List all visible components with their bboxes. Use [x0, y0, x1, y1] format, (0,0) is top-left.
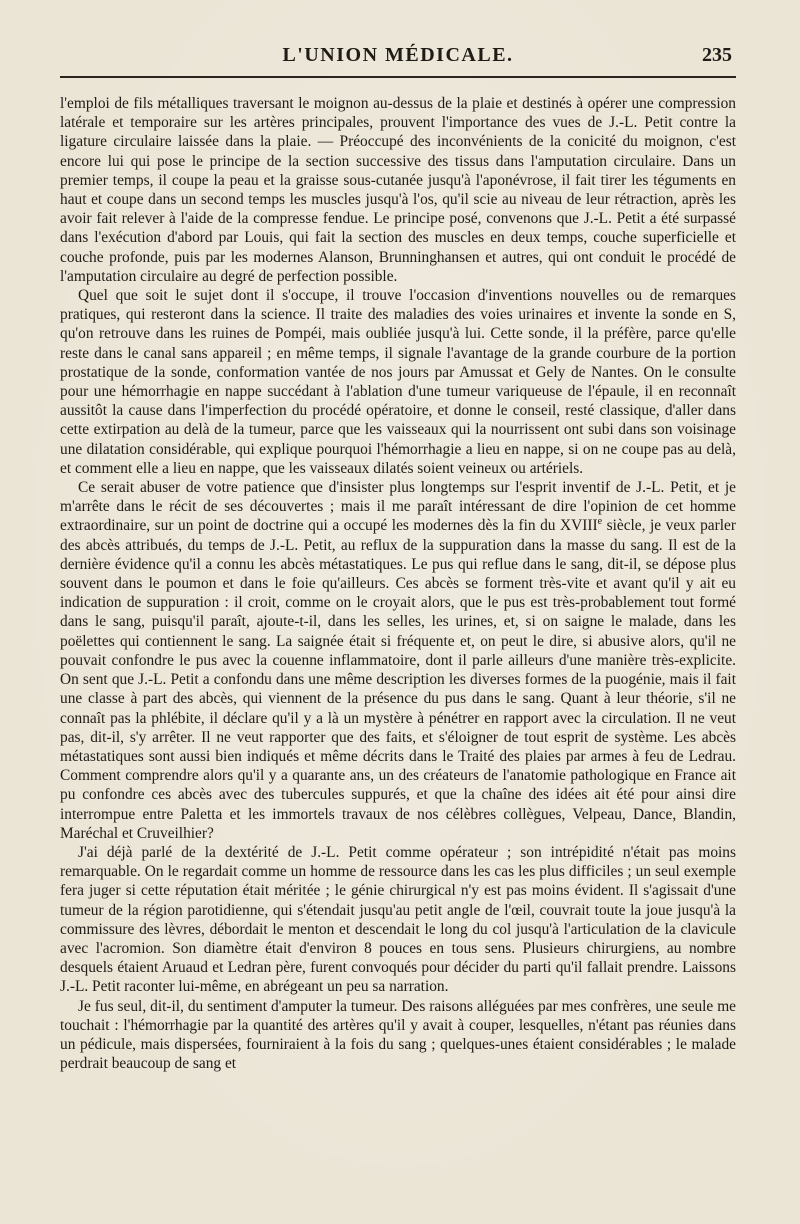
running-title: L'UNION MÉDICALE.	[282, 44, 514, 66]
paragraph-abces-metastatiques	[60, 478, 736, 843]
article-body	[60, 94, 736, 1073]
paragraph-abces-text-start: Ce serait abuser de votre patience que d'insister plus longtemps sur l'esprit inventif de J.-L. Petit, et je m'arrête dans le récit de ses découvertes ; mais il me paraît intéressant de dire l'opinion de cet homme extraordinaire, sur un point de doctrine qui a occupé les modernes dès la fin du XVIII	[60, 479, 736, 535]
page-number: 235	[702, 44, 732, 66]
paragraph-abces-text-end: siècle, je veux parler des abcès attribués, du temps de J.-L. Petit, au reflux de la suppuration dans la masse du sang. Il est de la dernière évidence qu'il a connu les abcès métastatiques. Le pus qui reflue dans le sang, dit-il, se dépose plus souvent dans le poumon et dans le foie qu'ailleurs. Ces abcès se forment très-vite et avant qu'il y ait eu indication de suppuration : il croit, comme on le croyait alors, que le pus est très-probablement tout formé dans le sang, puisqu'il paraît, ajoute-t-il, dans les selles, les urines, et, si on saigne le malade, dans les poëlettes qui contiennent le sang. La saignée était si fréquente et, on peut le dire, si abusive alors, qu'il ne pouvait confondre le pus avec la couenne inflammatoire, dont il parle ailleurs d'une manière très-explicite. On sent que J.-L. Petit a confondu dans une même description les diverses formes de la puogénie, mais il fait une classe à part des abcès, qui viennent de la présence du pus dans le sang. Quant à leur théorie, s'il ne connaît pas la phlébite, il déclare qu'il y a là un mystère à pénétrer en rapport avec la circulation. Il ne veut pas, dit-il, s'y arrêter. Il ne veut rapporter que des faits, et s'éloigner de tout esprit de système. Les abcès métastatiques sont aussi bien indiqués et même décrits dans le Traité des plaies par armes à feu de Ledrau. Comment comprendre alors qu'il y a quarante ans, un des créateurs de l'anatomie pathologique en France ait pu confondre ces abcès avec des tubercules suppurés, et que la chaîne des idées ait été pour ainsi dire interrompue entre Paletta et les immortels travaux de nos célèbres collègues, Velpeau, Dance, Blandin, Maréchal et Cruveilhier?	[60, 517, 736, 842]
paragraph-tumeur-parotidienne: J'ai déjà parlé de la dextérité de J.-L. Petit comme opérateur ; son intrépidité n'était pas moins remarquable. On le regardait comme un homme de ressource dans les cas les plus difficiles ; un seul exemple fera juger si cette réputation était méritée ; le génie chirurgical n'y est pas moins évident. Il s'agissait d'une tumeur de la région parotidienne, qui s'étendait jusqu'au petit angle de l'œil, couvrait toute la joue jusqu'à la commissure des lèvres, débordait le menton et descendait le long du col jusqu'à l'articulation de la clavicule avec l'acromion. Son diamètre était d'environ 8 pouces en tous sens. Plusieurs chirurgiens, au nombre desquels étaient Aruaud et Ledran père, furent convoqués pour décider du parti qu'il fallait prendre. Laissons J.-L. Petit raconter lui-même, en abrégeant un peu sa narration.	[60, 843, 736, 996]
paragraph-narration: Je fus seul, dit-il, du sentiment d'amputer la tumeur. Des raisons alléguées par mes confrères, une seule me touchait : l'hémorrhagie par la quantité des artères qu'il y avait à couper, lesquelles, n'étant pas réunies dans un pédicule, mais dispersées, fourniraient à la fois du sang ; quelques-unes étaient considérables ; le malade perdrait beaucoup de sang et	[60, 997, 736, 1073]
paragraph-inventions: Quel que soit le sujet dont il s'occupe, il trouve l'occasion d'inventions nouvelles ou de remarques pratiques, qui resteront dans la science. Il traite des maladies des voies urinaires et invente la sonde en S, qu'on retrouve dans les ruines de Pompéi, mais oubliée jusqu'à lui. Cette sonde, il la préfère, parce qu'elle reste dans le canal sans appareil ; en même temps, il signale l'avantage de la grande courbure de la portion prostatique de la sonde, conformation vantée de nos jours par Amussat et Gely de Nantes. On le consulte pour une hémorrhagie en nappe succédant à l'ablation d'une tumeur variqueuse de l'épaule, il en reconnaît aussitôt la cause dans l'imperfection du procédé opératoire, et donne le conseil, resté classique, d'aller dans cette extirpation au delà de la tumeur, parce que les vaisseaux qui la nourrissent ont subi dans son voisinage une dilatation considérable, qui explique pourquoi l'hémorrhagie a lieu en nappe, si on ne coupe pas au delà, et comment elle a lieu en nappe, que les vaisseaux dilatés soient veineux ou artériels.	[60, 287, 736, 477]
header-rule	[60, 76, 736, 78]
paragraph-amputation: l'emploi de fils métalliques traversant le moignon au-dessus de la plaie et destinés à opérer une compression latérale et temporaire sur les artères principales, prouvent l'importance des vues de J.-L. Petit contre la ligature circulaire laissée dans la plaie. — Préoccupé des inconvénients de la conicité du moignon, c'est encore lui qui pose le principe de la section successive des tissus dans l'amputation circulaire. Dans un premier temps, il coupe la peau et la graisse sous-cutanée jusqu'à l'aponévrose, il fait tirer les téguments en haut et coupe dans un second temps les muscles jusqu'à l'os, qu'il scie au niveau de leur rétraction, après les avoir fait relever à l'aide de la compresse fendue. Le principe posé, convenons que J.-L. Petit a été surpassé dans l'exécution d'abord par Louis, qui fait la section des muscles en deux temps, couche superficielle et couche profonde, puis par les modernes Alanson, Brunninghansen et autres, qui ont conduit le procédé de l'amputation circulaire au degré de perfection possible.	[60, 95, 736, 285]
century-superscript: e	[597, 516, 603, 528]
page-header	[60, 44, 736, 74]
